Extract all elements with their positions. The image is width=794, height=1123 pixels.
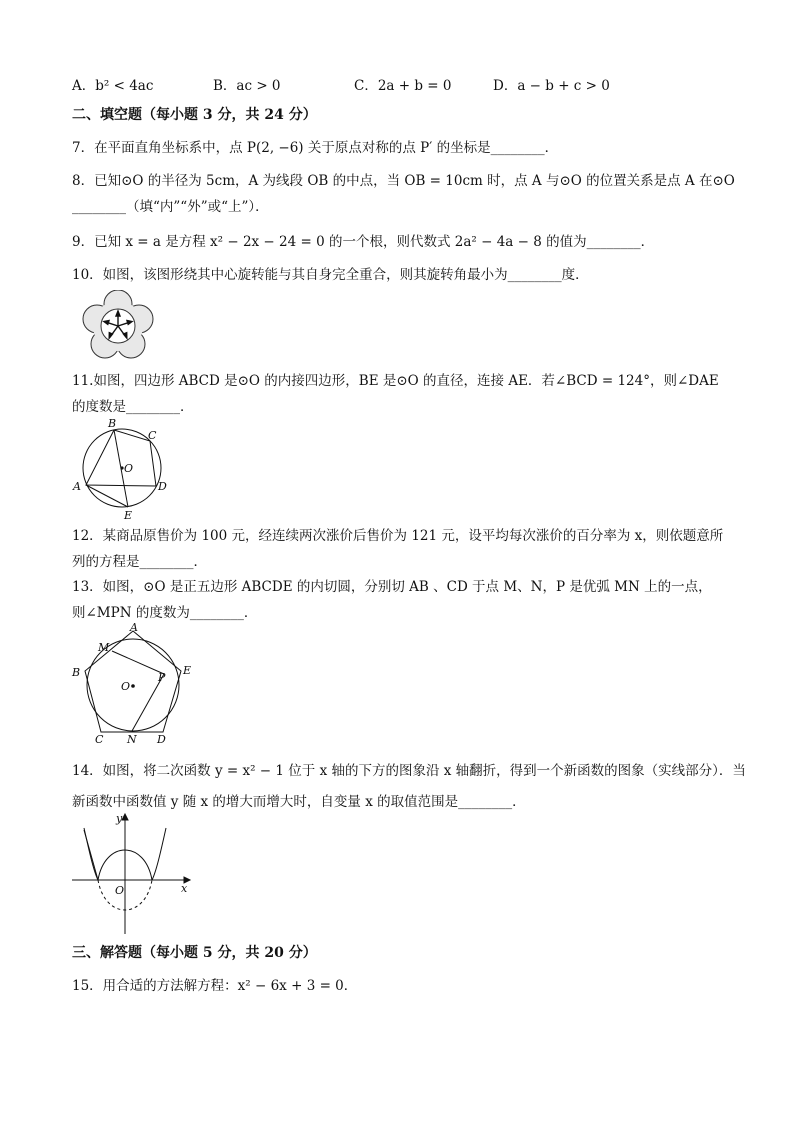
- question-13-line-2: 则∠MPN 的度数为________．: [72, 605, 258, 621]
- section-answer-heading: 三、解答题（每小题 5 分，共 20 分）: [72, 945, 317, 961]
- fig13-label-e: E: [183, 664, 192, 677]
- option-a: A．b² < 4ac: [72, 78, 154, 94]
- figure-q10-flower: [72, 290, 164, 362]
- question-14-line-1: 14．如图，将二次函数 y = x² − 1 位于 x 轴的下方的图象沿 x 轴翻折，得到一个新函数的图象（实线部分）．当: [72, 763, 746, 779]
- question-11-line-2: 的度数是________．: [72, 399, 194, 415]
- question-12-line-1: 12．某商品原售价为 100 元，经连续两次涨价后售价为 121 元，设平均每次涨价的百分率为 x，则依题意所: [72, 528, 724, 544]
- option-c: C．2a + b = 0: [354, 78, 452, 94]
- fig11-label-b: B: [108, 417, 117, 430]
- fig11-label-o: O: [124, 462, 134, 475]
- fig14-label-y: y: [116, 812, 123, 825]
- fig13-label-n: N: [127, 733, 137, 746]
- option-d: D．a − b + c > 0: [493, 78, 610, 94]
- question-15: 15．用合适的方法解方程：x² − 6x + 3 = 0．: [72, 978, 358, 994]
- question-8-line-2: ________（填“内”“外”或“上”）．: [72, 199, 269, 215]
- fig13-label-m: M: [98, 641, 110, 654]
- fig13-label-c: C: [95, 733, 104, 746]
- option-b: B．ac > 0: [213, 78, 281, 94]
- fig13-label-b: B: [72, 666, 81, 679]
- section-fill-in-heading: 二、填空题（每小题 3 分，共 24 分）: [72, 107, 317, 123]
- question-13-line-1: 13．如图，⊙O 是正五边形 ABCDE 的内切圆，分别切 AB 、CD 于点 M、N，P 是优弧 MN 上的一点，: [72, 579, 712, 595]
- fig11-label-c: C: [148, 429, 157, 442]
- question-8-line-1: 8．已知⊙O 的半径为 5cm，A 为线段 OB 的中点，当 OB = 10cm 时，点 A 与⊙O 的位置关系是点 A 在⊙O: [72, 173, 735, 189]
- question-11-line-1: 11.如图，四边形 ABCD 是⊙O 的内接四边形，BE 是⊙O 的直径，连接 AE．若∠BCD = 124°，则∠DAE: [72, 373, 719, 389]
- figure-q11-circle-quadrilateral: [70, 416, 174, 522]
- fig13-label-a: A: [130, 622, 138, 634]
- fig13-label-o: O: [121, 680, 131, 693]
- question-10: 10．如图，该图形绕其中心旋转能与其自身完全重合，则其旋转角最小为________度．: [72, 267, 589, 283]
- question-14-line-2: 新函数中函数值 y 随 x 的增大而增大时，自变量 x 的取值范围是________．: [72, 794, 526, 810]
- question-7: 7．在平面直角坐标系中，点 P(2, −6) 关于原点对称的点 P′ 的坐标是________．: [72, 140, 559, 156]
- figure-q14-folded-parabola: [70, 810, 196, 938]
- fig13-label-p: P: [158, 671, 166, 684]
- question-12-line-2: 列的方程是________．: [72, 554, 207, 570]
- fig11-label-d: D: [158, 480, 167, 493]
- fig14-label-x: x: [181, 882, 188, 895]
- fig11-label-e: E: [124, 509, 133, 522]
- fig11-label-a: A: [73, 480, 81, 493]
- figure-q13-pentagon-incircle: [66, 622, 196, 746]
- fig13-label-d: D: [157, 733, 166, 746]
- fig14-label-o: O: [115, 884, 125, 897]
- question-9: 9．已知 x = a 是方程 x² − 2x − 24 = 0 的一个根，则代数式 2a² − 4a − 8 的值为________．: [72, 234, 655, 250]
